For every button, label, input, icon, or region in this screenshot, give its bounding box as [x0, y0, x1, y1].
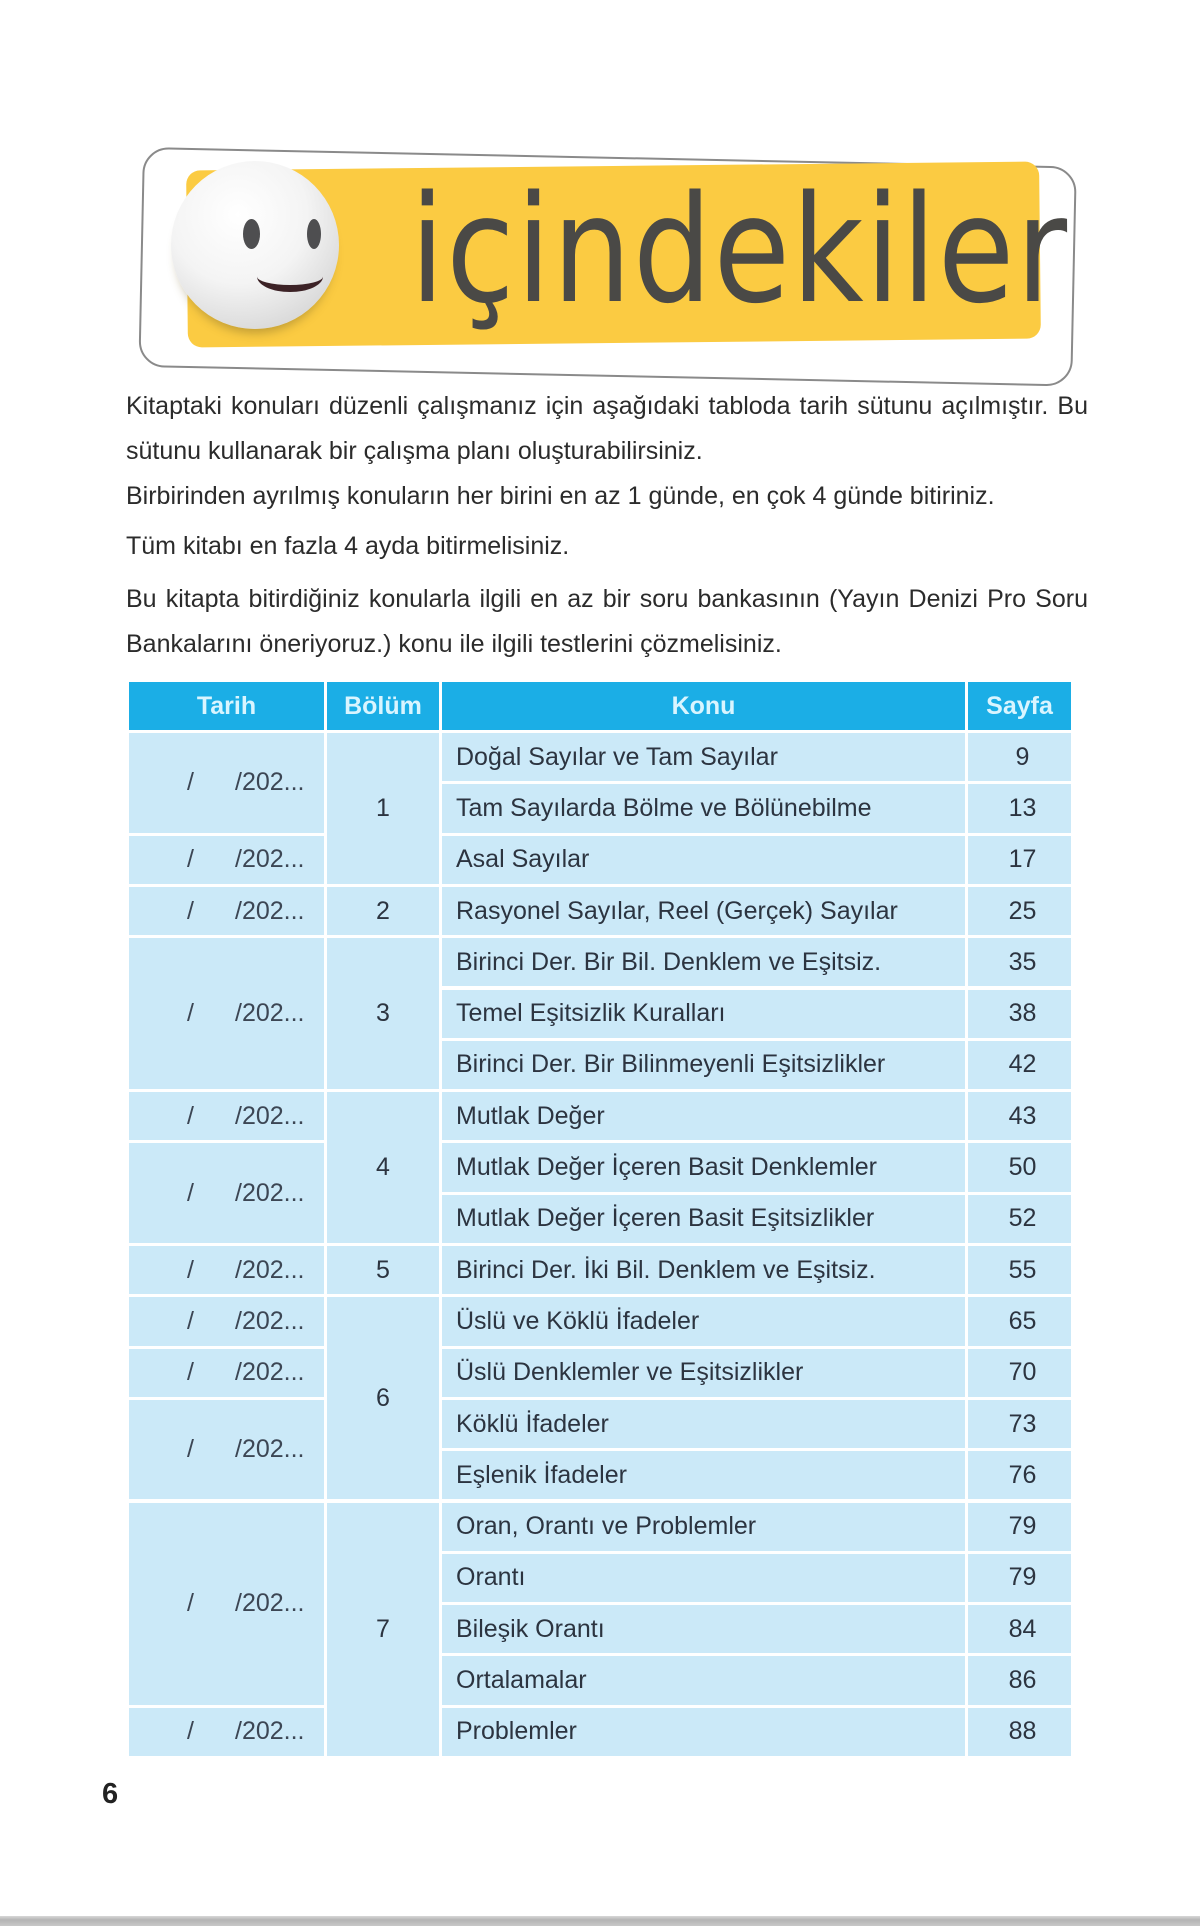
konu-cell: Üslü ve Köklü İfadeler	[442, 1297, 965, 1345]
konu-cell: Doğal Sayılar ve Tam Sayılar	[442, 733, 965, 781]
konu-cell: Temel Eşitsizlik Kuralları	[442, 990, 965, 1038]
sayfa-cell: 88	[968, 1708, 1071, 1756]
bolum-cell: 1	[327, 733, 439, 884]
date-year-placeholder: /202...	[235, 768, 305, 797]
date-day-slash: /	[187, 1255, 194, 1284]
konu-cell: Orantı	[442, 1554, 965, 1602]
header-bolum: Bölüm	[327, 682, 439, 730]
konu-cell: Birinci Der. İki Bil. Denklem ve Eşitsiz.	[442, 1246, 965, 1294]
konu-cell: Ortalamalar	[442, 1656, 965, 1704]
konu-cell: Bileşik Orantı	[442, 1605, 965, 1653]
sayfa-cell: 17	[968, 836, 1071, 884]
date-day-slash: /	[187, 768, 194, 797]
sayfa-cell: 43	[968, 1092, 1071, 1140]
konu-cell: Rasyonel Sayılar, Reel (Gerçek) Sayılar	[442, 887, 965, 935]
sayfa-cell: 35	[968, 938, 1071, 986]
sayfa-cell: 84	[968, 1605, 1071, 1653]
konu-cell: Mutlak Değer İçeren Basit Denklemler	[442, 1143, 965, 1191]
date-day-slash: /	[187, 1589, 194, 1618]
date-year-placeholder: /202...	[235, 1717, 305, 1746]
sayfa-cell: 79	[968, 1503, 1071, 1551]
page-number: 6	[102, 1778, 119, 1810]
intro-paragraph: Birbirinden ayrılmış konuların her birini en az 1 günde, en çok 4 günde bitiriniz.	[126, 482, 995, 510]
konu-cell: Asal Sayılar	[442, 836, 965, 884]
date-day-slash: /	[187, 1178, 194, 1207]
date-year-placeholder: /202...	[235, 1589, 305, 1618]
tarih-cell[interactable]	[129, 836, 324, 884]
tarih-cell[interactable]	[129, 1349, 324, 1397]
tarih-cell[interactable]	[129, 1143, 324, 1243]
sayfa-cell: 9	[968, 733, 1071, 781]
date-day-slash: /	[187, 1306, 194, 1335]
konu-cell: Mutlak Değer İçeren Basit Eşitsizlikler	[442, 1195, 965, 1243]
intro-paragraph: Kitaptaki konuları düzenli çalışmanız için aşağıdaki tabloda tarih sütunu açılmıştır. Bu sütunu kullanarak bir çalışma planı oluşturabilirsiniz.	[126, 392, 1088, 465]
tarih-cell[interactable]	[129, 887, 324, 935]
sayfa-cell: 79	[968, 1554, 1071, 1602]
konu-cell: Üslü Denklemler ve Eşitsizlikler	[442, 1349, 965, 1397]
date-year-placeholder: /202...	[235, 1358, 305, 1387]
tarih-cell[interactable]	[129, 1400, 324, 1500]
bottom-edge	[0, 1916, 1200, 1926]
sayfa-cell: 65	[968, 1297, 1071, 1345]
date-year-placeholder: /202...	[235, 1255, 305, 1284]
smiley-right-eye	[307, 219, 321, 249]
tarih-cell[interactable]	[129, 938, 324, 1089]
konu-cell: Mutlak Değer	[442, 1092, 965, 1140]
bolum-cell: 2	[327, 887, 439, 935]
bolum-cell: 3	[327, 938, 439, 1089]
intro-paragraph: Tüm kitabı en fazla 4 ayda bitirmelisiniz.	[126, 532, 570, 560]
date-year-placeholder: /202...	[235, 1101, 305, 1130]
date-day-slash: /	[187, 999, 194, 1028]
sayfa-cell: 55	[968, 1246, 1071, 1294]
date-day-slash: /	[187, 1717, 194, 1746]
date-day-slash: /	[187, 896, 194, 925]
smiley-mouth	[257, 261, 323, 292]
intro-paragraph: Bu kitapta bitirdiğiniz konularla ilgili en az bir soru bankasının (Yayın Denizi Pro Soru Bankalarını öneriyoruz.) konu ile ilgili testlerini çözmelisiniz.	[126, 585, 1088, 658]
tarih-cell[interactable]	[129, 1708, 324, 1756]
bolum-cell: 4	[327, 1092, 439, 1243]
date-day-slash: /	[187, 1358, 194, 1387]
smiley-face-icon	[171, 161, 339, 329]
date-day-slash: /	[187, 845, 194, 874]
date-year-placeholder: /202...	[235, 1435, 305, 1464]
konu-cell: Eşlenik İfadeler	[442, 1451, 965, 1499]
date-day-slash: /	[187, 1101, 194, 1130]
date-day-slash: /	[187, 1435, 194, 1464]
contents-table	[129, 682, 1071, 1757]
sayfa-cell: 52	[968, 1195, 1071, 1243]
page-title: içindekiler	[410, 164, 1069, 336]
sayfa-cell: 25	[968, 887, 1071, 935]
bolum-cell: 7	[327, 1503, 439, 1757]
tarih-cell[interactable]	[129, 1092, 324, 1140]
date-year-placeholder: /202...	[235, 1178, 305, 1207]
konu-cell: Birinci Der. Bir Bil. Denklem ve Eşitsiz.	[442, 938, 965, 986]
date-year-placeholder: /202...	[235, 845, 305, 874]
tarih-cell[interactable]	[129, 1297, 324, 1345]
konu-cell: Köklü İfadeler	[442, 1400, 965, 1448]
tarih-cell[interactable]	[129, 1503, 324, 1705]
intro-text	[126, 384, 1088, 670]
date-year-placeholder: /202...	[235, 896, 305, 925]
date-year-placeholder: /202...	[235, 999, 305, 1028]
sayfa-cell: 73	[968, 1400, 1071, 1448]
sayfa-cell: 13	[968, 784, 1071, 832]
tarih-cell[interactable]	[129, 1246, 324, 1294]
bolum-cell: 5	[327, 1246, 439, 1294]
bolum-cell: 6	[327, 1297, 439, 1499]
date-year-placeholder: /202...	[235, 1306, 305, 1335]
konu-cell: Oran, Orantı ve Problemler	[442, 1503, 965, 1551]
sayfa-cell: 50	[968, 1143, 1071, 1191]
header-sayfa: Sayfa	[968, 682, 1071, 730]
sayfa-cell: 38	[968, 990, 1071, 1038]
header-tarih: Tarih	[129, 682, 324, 730]
sayfa-cell: 42	[968, 1041, 1071, 1089]
smiley-left-eye	[243, 219, 260, 249]
tarih-cell[interactable]	[129, 733, 324, 833]
sayfa-cell: 70	[968, 1349, 1071, 1397]
konu-cell: Tam Sayılarda Bölme ve Bölünebilme	[442, 784, 965, 832]
header-konu: Konu	[442, 682, 965, 730]
sayfa-cell: 76	[968, 1451, 1071, 1499]
konu-cell: Birinci Der. Bir Bilinmeyenli Eşitsizlikler	[442, 1041, 965, 1089]
konu-cell: Problemler	[442, 1708, 965, 1756]
sayfa-cell: 86	[968, 1656, 1071, 1704]
